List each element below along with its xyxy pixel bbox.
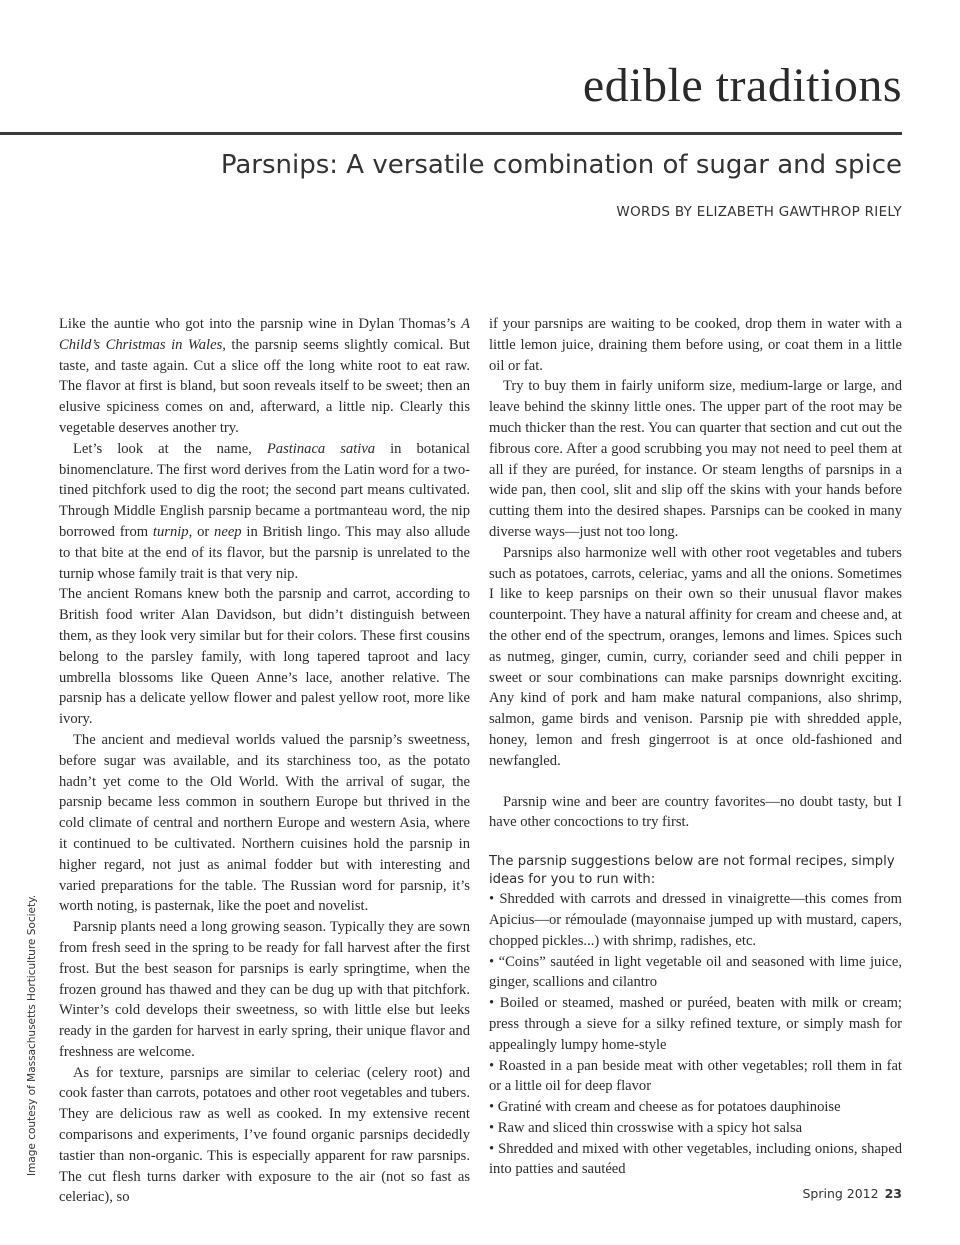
text-run: Let’s look at the name, (73, 440, 267, 457)
issue-label: Spring 2012 (802, 1186, 879, 1201)
paragraph (59, 314, 470, 439)
page-footer (802, 1186, 902, 1201)
paragraph: The ancient Romans knew both the parsnip and carrot, according to British food writer Alan Davidson, but didn’t distinguish between them, as they look very similar but for their colors. These first cousins belong to the parsley family, with long tapered taproot and lacy umbrella blossoms like Queen Anne’s lace, another relative. The parsnip has a delicate yellow flower and palest yellow root, more like ivory. (59, 586, 470, 728)
book-title: A Child’s Christmas in Wales (59, 316, 470, 353)
paragraph: Parsnips also harmonize well with other root vegetables and tubers such as potatoes, carrots, celeriac, yams and all the onions. Sometimes I like to keep parsnips on their own so their unusual flavor makes counterpoint. They have a natural affinity for cream and cheese and, at the other end of the spectrum, oranges, lemons and limes. Spices such as nutmeg, ginger, cumin, curry, coriander seed and chili pepper in sweet or sour combinations can make parsnips downright exciting. Any kind of pork and ham make natural companions, also shrimp, salmon, game birds and venison. Parsnip pie with shredded apple, honey, lemon and fresh gingerroot is at once old-fashioned and newfangled. (489, 544, 902, 769)
text-run: in British lingo. This may also allude to that bite at the end of its flavor, but the parsnip is unrelated to the turnip whose family trait is that very nip. (59, 523, 470, 582)
suggestion-item: • “Coins” sautéed in light vegetable oil and seasoned with lime juice, ginger, scallions and cilantro (489, 953, 902, 991)
paragraph: As for texture, parsnips are similar to celeriac (celery root) and cook faster than carrots, potatoes and other root vegetables and tubers. They are delicious raw as well as cooked. In my extensive recent comparisons and experiments, I’ve found organic parsnips decidedly tastier than non-organic. This is especially apparent for raw parsnips. The cut flesh turns darker with exposure to the air (not so fast as celeriac), so (59, 1064, 470, 1206)
header-rule (0, 132, 902, 135)
italic-word: turnip (152, 523, 189, 540)
suggestion-item: • Shredded and mixed with other vegetables, including onions, shaped into patties and sautéed (489, 1140, 902, 1178)
text-run: , the parsnip seems slightly comical. But taste, and taste again. Cut a slice off the long white root to eat raw. The flavor at first is bland, but soon reveals itself to be sweet; then an elusive spiciness comes on and, afterward, a little nip. Clearly this vegetable deserves another try. (59, 336, 470, 436)
article-headline: Parsnips: A versatile combination of sugar and spice (220, 150, 902, 180)
byline: WORDS BY ELIZABETH GAWTHROP RIELY (616, 204, 902, 220)
latin-name: Pastinaca sativa (266, 440, 376, 457)
suggestion-item: • Roasted in a pan beside meat with other vegetables; roll them in fat or a little oil for deep flavor (489, 1057, 902, 1095)
paragraph: Try to buy them in fairly uniform size, medium-large or large, and leave behind the skinny little ones. The upper part of the root may be much thicker than the rest. You can quarter that section and cut out the fibrous core. After a good scrubbing you may not need to peel them at all if they are puréed, for instance. Or steam lengths of parsnips in a wide pan, then cool, slit and slip off the skins with your hands before cutting them into the desired shapes. Parsnips can be cooked in many diverse ways—just not too long. (489, 378, 902, 540)
paragraph: Parsnip wine and beer are country favorites—no doubt tasty, but I have other concoctions to try first. (489, 793, 902, 831)
page-number: 23 (884, 1186, 902, 1201)
suggestion-item: • Shredded with carrots and dressed in vinaigrette—this comes from Apicius—or rémoulade (mayonnaise jumped up with mustard, capers, chopped pickles...) with shrimp, radishes, etc. (489, 891, 902, 949)
paragraph: if your parsnips are waiting to be cooked, drop them in water with a little lemon juice, draining them before using, or coat them in a little oil or fat. (489, 316, 902, 374)
image-credit: Image coutesy of Massachusetts Horticulture Society. (26, 894, 38, 1176)
text-run: in botanical binomenclature. The first word derives from the Latin word for a two-tined pitchfork used to dig the root; the second part means cultivated. Through Middle English parsnip became a portmanteau word, the nip borrowed from (59, 440, 470, 540)
paragraph: Parsnip plants need a long growing season. Typically they are sown from fresh seed in the spring to be ready for fall harvest after the first frost. But the best season for parsnips is early springtime, when the frozen ground has thawed and they can be dug up with that pitchfork. Winter’s cold develops their sweetness, so with little else but leeks ready in the garden for harvest in early spring, their unique flavor and freshness are welcome. (59, 919, 470, 1060)
suggestions-intro: The parsnip suggestions below are not formal recipes, simply ideas for you to run with: (489, 854, 895, 888)
left-column (59, 314, 470, 1208)
text-run: Like the auntie who got into the parsnip wine in Dylan Thomas’s (59, 316, 462, 332)
text-run: , or (188, 523, 215, 540)
suggestion-item: • Gratiné with cream and cheese as for potatoes dauphinoise (489, 1099, 841, 1116)
paragraph (59, 439, 470, 585)
italic-word: neep (214, 523, 242, 540)
section-title: edible traditions (582, 59, 902, 112)
right-column (489, 314, 902, 1180)
suggestion-item: • Raw and sliced thin crosswise with a spicy hot salsa (489, 1119, 803, 1136)
paragraph: The ancient and medieval worlds valued the parsnip’s sweetness, before sugar was available, and its starchiness too, as the potato hadn’t yet come to the Old World. With the arrival of sugar, the parsnip became less common in southern Europe but thrived in the cold climate of central and northern Europe and western Asia, where it continued to be cultivated. Northern cuisines hold the parsnip in higher regard, not just as animal fodder but with interesting and varied preparations for the table. The Russian word for parsnip, it’s worth noting, is pasternak, like the poet and novelist. (59, 731, 470, 915)
suggestion-item: • Boiled or steamed, mashed or puréed, beaten with milk or cream; press through a sieve for a silky refined texture, or simply mash for appealingly lumpy home-style (489, 995, 902, 1053)
